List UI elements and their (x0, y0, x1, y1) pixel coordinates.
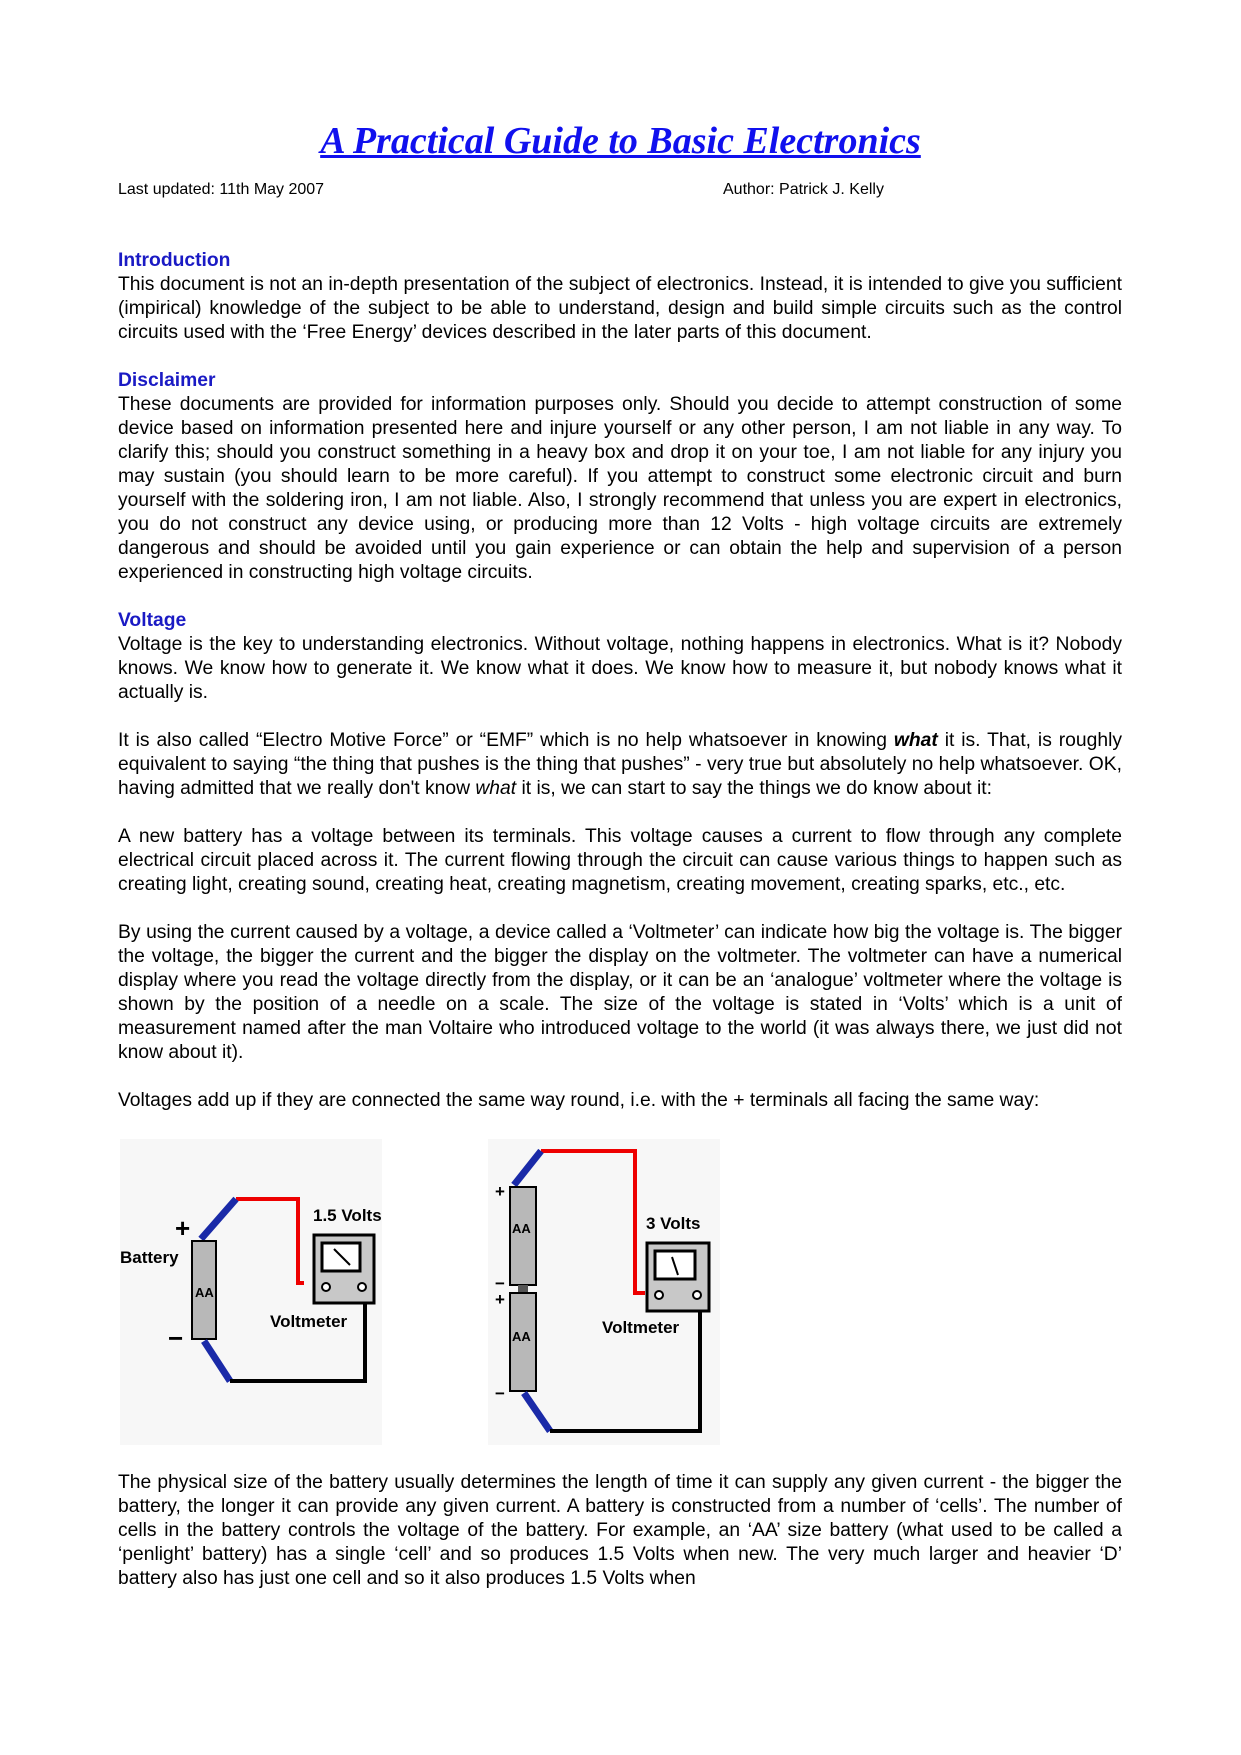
author: Author: Patrick J. Kelly (723, 181, 884, 198)
minus-sign-bottom-right: − (495, 1384, 505, 1403)
voltage-p2-text-e: it is, we can start to say the things we do know about it: (516, 778, 992, 799)
voltage-paragraph-2 (118, 729, 1122, 801)
battery-label: Battery (120, 1248, 179, 1267)
aa-label-top-right: AA (512, 1221, 531, 1236)
volts-label-right: 3 Volts (646, 1214, 701, 1233)
battery-voltmeter-figure (118, 1137, 1122, 1449)
document-body (118, 249, 1122, 1591)
voltmeter-label-left: Voltmeter (270, 1312, 348, 1331)
aa-label-bottom-right: AA (512, 1329, 531, 1344)
page-title: A Practical Guide to Basic Electronics (320, 120, 921, 162)
voltage-p2-italic-what: what (475, 778, 517, 799)
voltage-paragraph-5: Voltages add up if they are connected the same way round, i.e. with the + terminals all facing the same way: (118, 1090, 1040, 1111)
plus-sign-bottom-right: + (495, 1290, 505, 1309)
circuit-diagrams (118, 1137, 1122, 1449)
introduction-paragraph: This document is not an in-depth presentation of the subject of electronics. Instead, it is intended to give you sufficient (impirical) knowledge of the subject to be able to understand, design and build simple circuits such as the control circuits used with the ‘Free Energy’ devices described in the later parts of this document. (118, 274, 1122, 343)
voltage-heading: Voltage (118, 610, 187, 631)
voltage-paragraph-1: Voltage is the key to understanding electronics. Without voltage, nothing happens in electronics. What is it? Nobody knows. We know how to generate it. We know what it does. We know how to measure it, but nobody knows what it actually is. (118, 634, 1122, 703)
voltage-paragraph-4: By using the current caused by a voltage, a device called a ‘Voltmeter’ can indicate how big the voltage is. The bigger the voltage, the bigger the current and the bigger the display on the voltmeter. The voltmeter can have a numerical display where you read the voltage directly from the display, or it can be an ‘analogue’ voltmeter where the voltage is shown by the position of a needle on a scale. The size of the voltage is stated in ‘Volts’ which is a unit of measurement named after the man Voltaire who introduced voltage to the world (it was always there, we just did not know about it). (118, 922, 1122, 1063)
minus-sign-top-right: − (495, 1274, 505, 1293)
disclaimer-heading: Disclaimer (118, 370, 216, 391)
terminal-pos-left (322, 1283, 330, 1291)
minus-sign-left: − (168, 1323, 184, 1353)
aa-label-left: AA (195, 1285, 214, 1300)
voltage-p2-text-a: It is also called “Electro Motive Force” or “EMF” which is no help whatsoever in knowing (118, 730, 894, 751)
cell-connector (518, 1285, 528, 1293)
disclaimer-paragraph: These documents are provided for information purposes only. Should you decide to attempt construction of some device based on information presented here and injure yourself or any other person, I am not liable in any way. To clarify this; should you construct something in a heavy box and drop it on your toe, I am not liable for any injury you may sustain (you should learn to be more careful). If you attempt to construct some electronic circuit and burn yourself with the soldering iron, I am not liable. Also, I strongly recommend that unless you are expert in electronics, you do not construct any device using, or producing more than 12 Volts - high voltage circuits are extremely dangerous and should be avoided until you gain experience or can obtain the help and supervision of a person experienced in constructing high voltage circuits. (118, 394, 1122, 583)
aa-cell-top-right (510, 1187, 536, 1285)
voltage-paragraph-6: The physical size of the battery usually determines the length of time it can supply any given current - the bigger the battery, the longer it can provide any given current. A battery is constructed from a number of ‘cells’. The number of cells in the battery controls the voltage of the battery. For example, an ‘AA’ size battery (what used to be called a ‘penlight’ battery) has a single ‘cell’ and so produces 1.5 Volts when new. The very much larger and heavier ‘D’ battery also has just one cell and so it also produces 1.5 Volts when (118, 1472, 1122, 1589)
voltmeter-label-right: Voltmeter (602, 1318, 680, 1337)
introduction-heading: Introduction (118, 250, 231, 271)
bottom-text (118, 1471, 1122, 1591)
terminal-neg-left (358, 1283, 366, 1291)
terminal-pos-right (655, 1291, 663, 1299)
single-cell-circuit (120, 1139, 382, 1445)
plus-sign-left: + (175, 1213, 191, 1243)
volts-label-left: 1.5 Volts (313, 1206, 382, 1225)
voltage-p2-emphasis-what: what (893, 730, 938, 751)
voltage-p2-text-c: it is. That, is roughly equivalent to saying “the thing that pushes is the thing that pushes” - very true but absolutely no help whatsoever. OK, having admitted that we really don't know (118, 730, 1122, 799)
last-updated: Last updated: 11th May 2007 (118, 181, 325, 198)
terminal-neg-right (693, 1291, 701, 1299)
voltage-paragraph-3: A new battery has a voltage between its terminals. This voltage causes a current to flow through any complete electrical circuit placed across it. The current flowing through the circuit can cause various things to happen such as creating light, creating sound, creating heat, creating magnetism, creating movement, creating sparks, etc., etc. (118, 826, 1122, 895)
plus-sign-top-right: + (495, 1182, 505, 1201)
two-cell-circuit (488, 1139, 720, 1445)
